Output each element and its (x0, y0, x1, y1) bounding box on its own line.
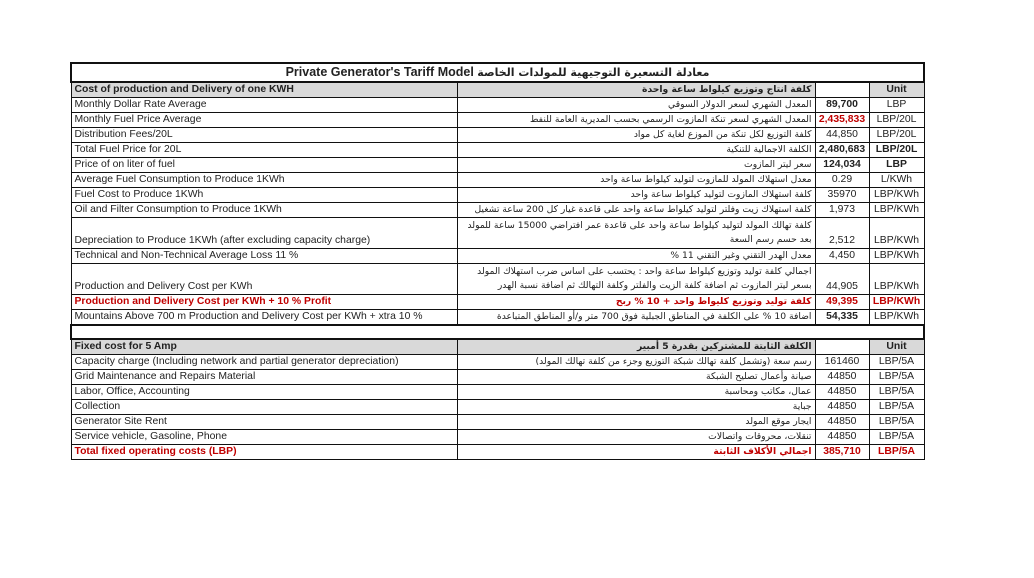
table-row (71, 295, 924, 310)
table-row (71, 355, 924, 370)
tariff-table (70, 62, 925, 460)
row-unit: LBP/KWh (869, 188, 924, 203)
row-label-ar: معدل استهلاك المولد للمازوت لتوليد كيلواط ساعة واحد (457, 173, 815, 188)
table-row (71, 173, 924, 188)
section1-unit-header: Unit (869, 82, 924, 98)
row-unit: LBP/KWh (869, 295, 924, 310)
row-label-ar: عمال، مكاتب ومحاسبة (457, 385, 815, 400)
section2-header-ar: الكلفة الثابتة للمشتركين بقدرة 5 أمبير (457, 339, 815, 355)
row-label-ar: كلفة تهالك المولد لتوليد كيلواط ساعة واحد على قاعدة عمر افتراضي 15000 ساعة للمولد بعد حسم رسم السعة (457, 218, 815, 249)
row-value: 44,905 (815, 264, 869, 295)
row-label-en: Labor, Office, Accounting (71, 385, 457, 400)
row-unit: LBP/5A (869, 370, 924, 385)
row-value: 124,034 (815, 158, 869, 173)
row-label-ar: كلفة توليد وتوزيع كليواط واحد + 10 % ربح (457, 295, 815, 310)
row-label-en: Capacity charge (Including network and partial generator depreciation) (71, 355, 457, 370)
section1-header-row (71, 82, 924, 98)
row-value: 54,335 (815, 310, 869, 326)
title-english: Private Generator's Tariff Model (285, 65, 474, 79)
title-row (71, 63, 924, 82)
row-unit: LBP/KWh (869, 264, 924, 295)
row-unit: LBP/KWh (869, 310, 924, 326)
row-value: 44,850 (815, 128, 869, 143)
table-row (71, 415, 924, 430)
row-value: 89,700 (815, 98, 869, 113)
row-unit: LBP/5A (869, 355, 924, 370)
tariff-sheet (70, 62, 923, 460)
row-label-en: Collection (71, 400, 457, 415)
separator-cell (71, 325, 924, 339)
section2-header-row (71, 339, 924, 355)
row-value: 44850 (815, 430, 869, 445)
row-value: 35970 (815, 188, 869, 203)
row-label-ar: معدل الهدر التقني وغير التقني 11 % (457, 249, 815, 264)
row-label-ar: تنقلات، محروقات واتصالات (457, 430, 815, 445)
row-value: 44850 (815, 400, 869, 415)
row-unit: LBP/20L (869, 143, 924, 158)
row-label-ar: كلفة التوزيع لكل تنكة من الموزع لغاية كل مواد (457, 128, 815, 143)
row-label-ar: المعدل الشهري لسعر الدولار السوقي (457, 98, 815, 113)
table-row (71, 143, 924, 158)
row-unit: LBP/5A (869, 430, 924, 445)
row-label-en: Monthly Dollar Rate Average (71, 98, 457, 113)
row-unit: LBP/5A (869, 445, 924, 460)
row-value: 44850 (815, 385, 869, 400)
row-label-en: Price of on liter of fuel (71, 158, 457, 173)
row-unit: L/KWh (869, 173, 924, 188)
row-label-en: Production and Delivery Cost per KWh + 10 % Profit (71, 295, 457, 310)
table-row (71, 370, 924, 385)
table-row (71, 158, 924, 173)
table-row (71, 445, 924, 460)
row-label-en: Total Fuel Price for 20L (71, 143, 457, 158)
row-label-ar: كلفة استهلاك زيت وفلتر لتوليد كيلواط ساعة واحد على قاعدة غيار كل 200 ساعة تشغيل (457, 203, 815, 218)
row-label-en: Technical and Non-Technical Average Loss 11 % (71, 249, 457, 264)
row-unit: LBP/5A (869, 415, 924, 430)
row-label-ar: ايجار موقع المولد (457, 415, 815, 430)
row-label-en: Mountains Above 700 m Production and Delivery Cost per KWh + xtra 10 % (71, 310, 457, 326)
row-unit: LBP/20L (869, 128, 924, 143)
row-label-en: Service vehicle, Gasoline, Phone (71, 430, 457, 445)
row-value: 2,435,833 (815, 113, 869, 128)
sheet-title (71, 63, 924, 82)
table-row (71, 203, 924, 218)
table-row (71, 264, 924, 295)
row-label-ar: اضافة 10 % على الكلفة في المناطق الجبلية فوق 700 متر و/أو المناطق المتباعدة (457, 310, 815, 326)
section1-header-en: Cost of production and Delivery of one KWH (71, 82, 457, 98)
table-row (71, 249, 924, 264)
row-label-ar: المعدل الشهري لسعر تنكة المازوت الرسمي بحسب المديرية العامة للنفط (457, 113, 815, 128)
row-label-en: Oil and Filter Consumption to Produce 1KWh (71, 203, 457, 218)
section-separator (71, 325, 924, 339)
row-unit: LBP (869, 158, 924, 173)
row-label-en: Grid Maintenance and Repairs Material (71, 370, 457, 385)
row-value: 2,480,683 (815, 143, 869, 158)
row-unit: LBP/KWh (869, 218, 924, 249)
row-label-en: Distribution Fees/20L (71, 128, 457, 143)
section2-header-en: Fixed cost for 5 Amp (71, 339, 457, 355)
row-unit: LBP/KWh (869, 203, 924, 218)
row-value: 44850 (815, 415, 869, 430)
title-arabic: معادلة التسعيرة التوجيهية للمولدات الخاصة (477, 66, 710, 79)
row-value: 4,450 (815, 249, 869, 264)
row-label-ar: الكلفة الاجمالية للتنكية (457, 143, 815, 158)
row-value: 44850 (815, 370, 869, 385)
table-row (71, 430, 924, 445)
row-label-en: Total fixed operating costs (LBP) (71, 445, 457, 460)
row-label-en: Fuel Cost to Produce 1KWh (71, 188, 457, 203)
row-label-en: Production and Delivery Cost per KWh (71, 264, 457, 295)
row-unit: LBP (869, 98, 924, 113)
table-row (71, 310, 924, 326)
table-row (71, 113, 924, 128)
table-row (71, 400, 924, 415)
row-value: 49,395 (815, 295, 869, 310)
row-value: 2,512 (815, 218, 869, 249)
row-label-en: Depreciation to Produce 1KWh (after excluding capacity charge) (71, 218, 457, 249)
table-row (71, 98, 924, 113)
row-unit: LBP/20L (869, 113, 924, 128)
row-unit: LBP/5A (869, 385, 924, 400)
section2-header-value (815, 339, 869, 355)
row-label-ar: اجمالي الأكلاف الثابتة (457, 445, 815, 460)
row-label-ar: صيانة وأعمال تصليح الشبكة (457, 370, 815, 385)
table-row (71, 218, 924, 249)
row-label-ar: رسم سعة (وتشمل كلفة تهالك شبكة التوزيع وجزء من كلفة تهالك المولد) (457, 355, 815, 370)
row-value: 385,710 (815, 445, 869, 460)
table-row (71, 128, 924, 143)
row-value: 161460 (815, 355, 869, 370)
row-value: 1,973 (815, 203, 869, 218)
row-label-ar: سعر ليتر المازوت (457, 158, 815, 173)
row-label-ar: اجمالي كلفة توليد وتوزيع كيلواط ساعة واحد : يحتسب على اساس ضرب استهلاك المولد بسعر ليتر المازوت ثم اضافة كلفة الزيت والفلتر وكلفة التهالك ثم اضافة نسبة الهدر (457, 264, 815, 295)
row-label-ar: كلفة استهلاك المازوت لتوليد كيلواط ساعة واحد (457, 188, 815, 203)
row-unit: LBP/KWh (869, 249, 924, 264)
section1-header-value (815, 82, 869, 98)
row-label-en: Average Fuel Consumption to Produce 1KWh (71, 173, 457, 188)
row-unit: LBP/5A (869, 400, 924, 415)
row-label-en: Generator Site Rent (71, 415, 457, 430)
section1-header-ar: كلفة انتاج وتوزيع كيلواط ساعة واحدة (457, 82, 815, 98)
table-row (71, 385, 924, 400)
row-value: 0.29 (815, 173, 869, 188)
table-row (71, 188, 924, 203)
section2-unit-header: Unit (869, 339, 924, 355)
row-label-en: Monthly Fuel Price Average (71, 113, 457, 128)
row-label-ar: جباية (457, 400, 815, 415)
